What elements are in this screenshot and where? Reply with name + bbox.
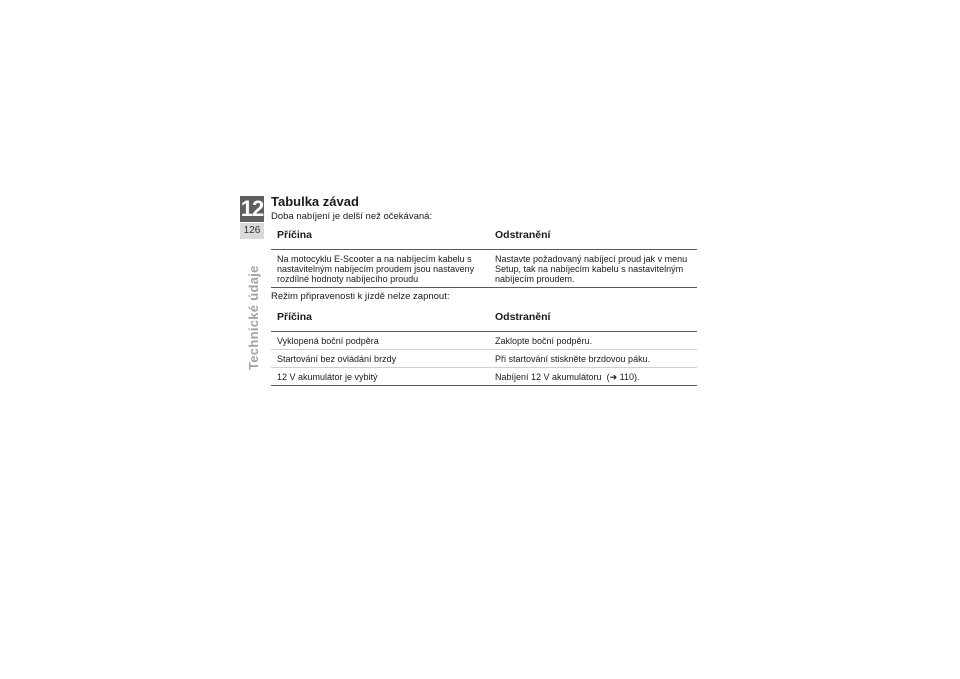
section-intro: Doba nabíjení je delší než očekávaná: [271,211,433,222]
content [271,194,697,386]
table-row [271,250,697,288]
fault-table [271,305,697,386]
section-intro: Režim připravenosti k jízdě nelze zapnout: [271,291,450,302]
cell-remedy: Zaklopte boční podpěru. [489,332,697,350]
header-cause: Příčina [271,223,489,250]
cell-remedy: Nastavte požadovaný nabíjecí proud jak v menu Setup, tak na nabíjecím kabelu s nastavitelným nabíjecím proudem. [489,250,697,288]
chapter-title: Technické údaje [246,265,261,370]
chapter-number: 12 [240,196,264,221]
page-number: 126 [240,223,264,239]
table-header-row [271,305,697,332]
header-remedy: Odstranění [489,305,697,332]
cell-cause: Startování bez ovládání brzdy [271,350,489,368]
cell-remedy: Nabíjení 12 V akumulátoru (➜ 110). [489,368,697,386]
page-reference-link[interactable]: 110 [619,372,634,382]
table-row [271,332,697,350]
cell-remedy: Při startování stiskněte brzdovou páku. [489,350,697,368]
header-cause: Příčina [271,305,489,332]
table-row [271,368,697,386]
header-remedy: Odstranění [489,223,697,250]
arrow-reference-icon[interactable]: ➜ [609,372,618,382]
page-heading: Tabulka závad [271,194,359,209]
cell-cause: Na motocyklu E-Scooter a na nabíjecím kabelu s nastavitelným nabíjecím proudem jsou nastaveny rozdílné hodnoty nabíjecího proudu [271,250,489,288]
fault-table [271,223,697,288]
remedy-text: Nabíjení 12 V akumulátoru [495,372,602,382]
cell-cause: 12 V akumulátor je vybitý [271,368,489,386]
table-header-row [271,223,697,250]
cell-cause: Vyklopená boční podpěra [271,332,489,350]
table-row [271,350,697,368]
